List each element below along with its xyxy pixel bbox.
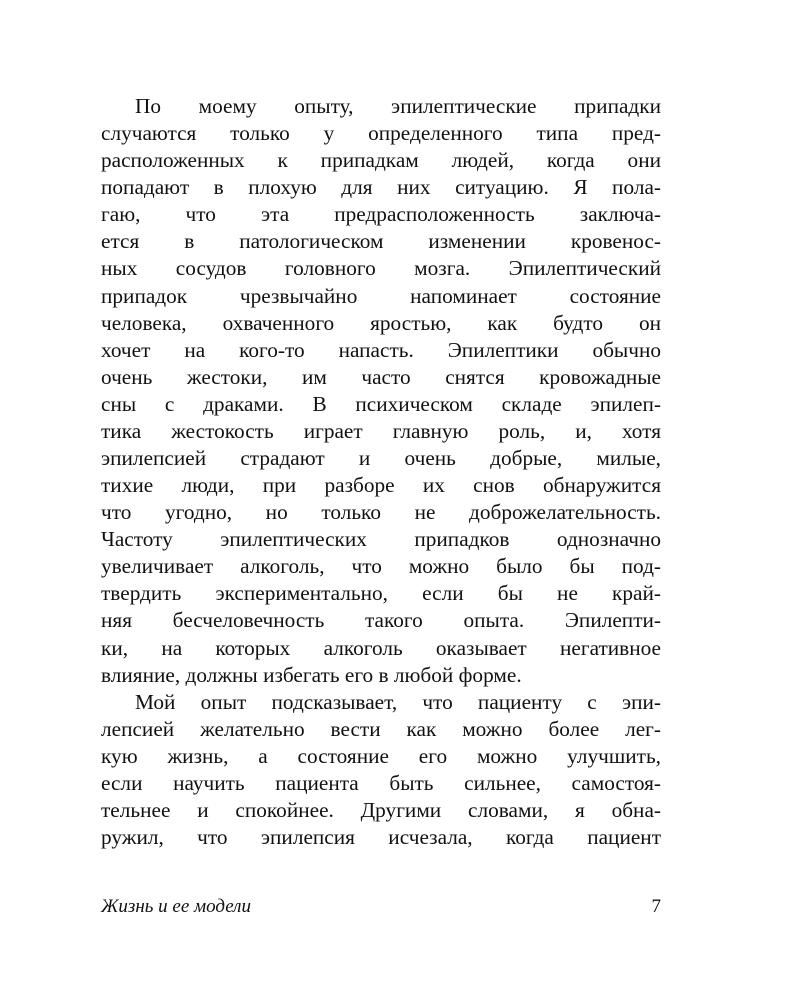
paragraph-1-line: эпилепсией страдают и очень добрые, милые, xyxy=(101,446,661,471)
paragraph-1-line: тихие люди, при разборе их снов обнаружится xyxy=(101,473,661,498)
paragraph-1-line: что угодно, но только не доброжелательность. xyxy=(101,500,661,525)
paragraph-1-line: ется в патологическом изменении кровенос- xyxy=(101,229,661,254)
paragraph-2-line: тельнее и спокойнее. Другими словами, я обна- xyxy=(101,798,661,823)
paragraph-2-line: лепсией желательно вести как можно более лег- xyxy=(101,716,661,741)
paragraph-1-line: человека, охваченного яростью, как будто он xyxy=(101,310,661,335)
paragraph-1-line: очень жестоки, им часто снятся кровожадные xyxy=(101,364,661,389)
paragraph-1-line: ных сосудов головного мозга. Эпилептический xyxy=(101,256,661,281)
paragraph-1-line: няя бесчеловечность такого опыта. Эпилепти- xyxy=(101,608,661,633)
body-text xyxy=(101,93,661,851)
paragraph-2-line: кую жизнь, а состояние его можно улучшить, xyxy=(101,743,661,768)
paragraph-1-line: увеличивает алкоголь, что можно было бы под- xyxy=(101,554,661,579)
paragraph-1-line: случаются только у определенного типа пред- xyxy=(101,121,661,146)
page-number: 7 xyxy=(651,896,661,917)
paragraph-1-line: твердить экспериментально, если бы не край- xyxy=(101,581,661,606)
paragraph-1-line: расположенных к припадкам людей, когда они xyxy=(101,148,661,173)
paragraph-2-line: если научить пациента быть сильнее, самостоя- xyxy=(101,770,661,795)
paragraph-1-line: хочет на кого-то напасть. Эпилептики обычно xyxy=(101,337,661,362)
paragraph-1-line: гаю, что эта предрасположенность заключа- xyxy=(101,202,661,227)
paragraph-1-line: сны с драками. В психическом складе эпилеп- xyxy=(101,391,661,416)
paragraph-1-line: Частоту эпилептических припадков однозначно xyxy=(101,527,661,552)
paragraph-1-line: тика жестокость играет главную роль, и, хотя xyxy=(101,418,661,443)
paragraph-2-line: Мой опыт подсказывает, что пациенту с эпи- xyxy=(135,689,661,714)
running-title: Жизнь и ее модели xyxy=(101,896,251,917)
paragraph-1-line: попадают в плохую для них ситуацию. Я пола- xyxy=(101,175,661,200)
page-footer xyxy=(101,896,661,924)
paragraph-1-line: влияние, должны избегать его в любой форме. xyxy=(101,662,522,687)
paragraph-1-line: ки, на которых алкоголь оказывает негативное xyxy=(101,635,661,660)
paragraph-2-line: ружил, что эпилепсия исчезала, когда пациент xyxy=(101,825,661,850)
paragraph-1-line: припадок чрезвычайно напоминает состояние xyxy=(101,283,661,308)
paragraph-1-line: По моему опыту, эпилептические припадки xyxy=(135,94,661,118)
